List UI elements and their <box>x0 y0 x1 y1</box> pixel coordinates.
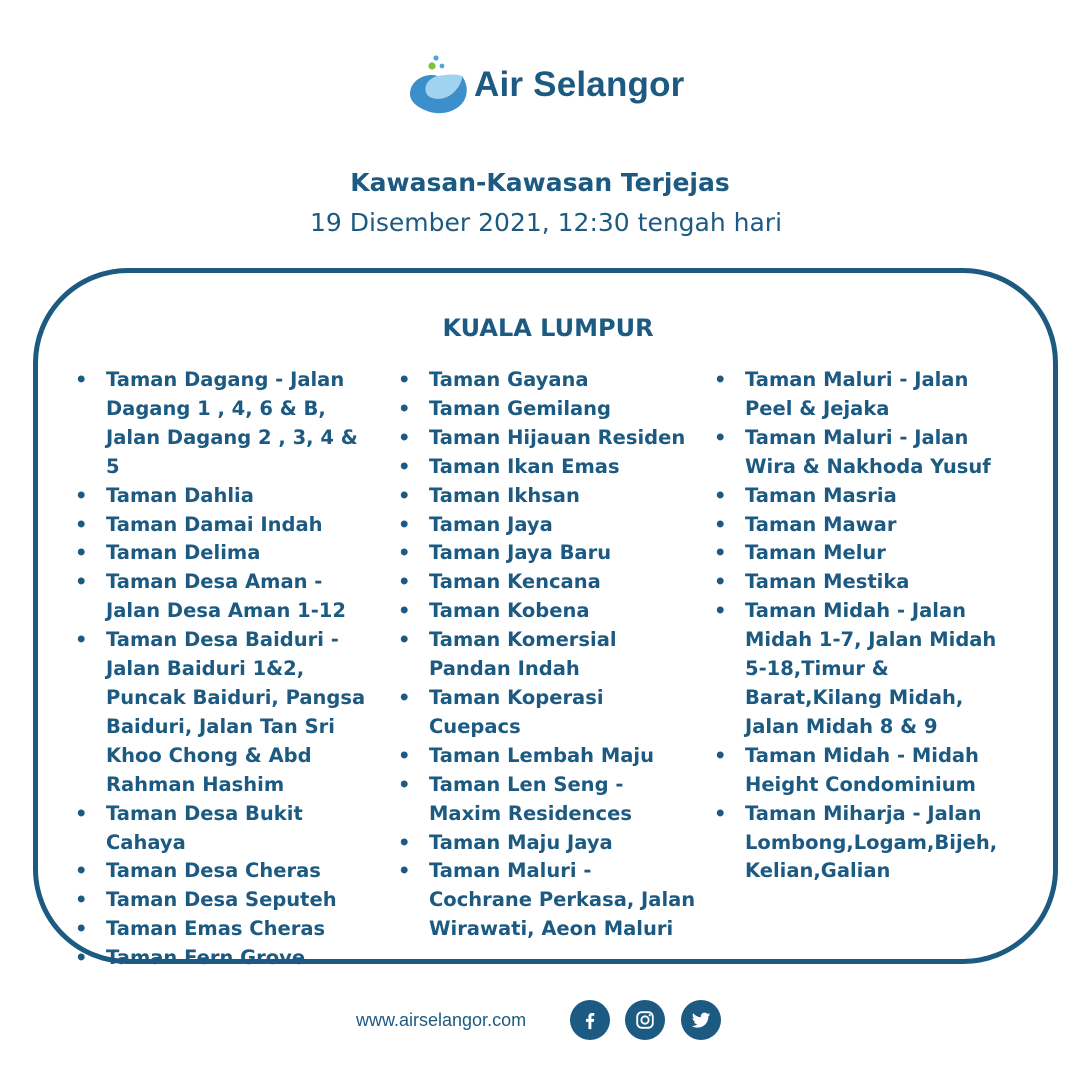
area-name: Taman Ikhsan <box>429 483 580 507</box>
bullet-icon: • <box>714 743 727 767</box>
area-list-item <box>714 800 1014 887</box>
area-name: Taman Maluri - Jalan Peel & Jejaka <box>745 368 969 420</box>
brand-logo <box>404 50 704 120</box>
area-list-item <box>398 684 698 742</box>
area-name: Taman Len Seng - Maxim Residences <box>429 772 632 825</box>
area-list-item <box>714 366 1014 424</box>
area-list-item <box>398 366 698 395</box>
area-name: Taman Midah - Midah Height Condominium <box>745 743 979 796</box>
page-title: Kawasan-Kawasan Terjejas <box>350 168 730 197</box>
bullet-icon: • <box>714 425 727 449</box>
area-list-item <box>75 539 375 568</box>
area-list-item <box>714 539 1014 568</box>
area-list-item <box>398 482 698 511</box>
facebook-button[interactable] <box>570 1000 610 1040</box>
bullet-icon: • <box>398 570 411 594</box>
bullet-icon: • <box>75 888 88 912</box>
bullet-icon: • <box>714 570 727 594</box>
area-list-item <box>398 742 698 771</box>
bullet-icon: • <box>398 859 411 883</box>
page-datetime: 19 Disember 2021, 12:30 tengah hari <box>309 208 783 237</box>
instagram-icon <box>634 1009 656 1031</box>
water-drop-logo-icon <box>404 52 470 118</box>
area-name: Taman Maju Jaya <box>429 830 613 854</box>
bullet-icon: • <box>75 541 88 565</box>
area-list-column-3 <box>714 366 1014 886</box>
bullet-icon: • <box>398 425 411 449</box>
area-name: Taman Kobena <box>429 599 590 623</box>
bullet-icon: • <box>75 570 88 594</box>
area-list-item <box>714 482 1014 511</box>
area-list-item <box>75 886 375 915</box>
bullet-icon: • <box>398 483 411 507</box>
area-list-item <box>75 366 375 482</box>
bullet-icon: • <box>714 801 727 825</box>
area-name: Taman Komersial Pandan Indah <box>429 628 617 681</box>
area-list-item <box>75 944 375 973</box>
website-link[interactable]: www.airselangor.com <box>356 1010 527 1030</box>
bullet-icon: • <box>75 917 88 941</box>
area-list-item <box>398 626 698 684</box>
area-list-item <box>398 395 698 424</box>
area-list-item <box>75 915 375 944</box>
area-list-column-1 <box>75 366 375 973</box>
area-name: Taman Miharja - Jalan Lombong,Logam,Bijeh, Kelian,Galian <box>745 801 998 883</box>
area-name: Taman Desa Aman - Jalan Desa Aman 1-12 <box>106 570 346 623</box>
area-list-item <box>714 568 1014 597</box>
area-name: Taman Lembah Maju <box>429 743 654 767</box>
bullet-icon: • <box>714 599 727 623</box>
area-list-item <box>398 857 698 944</box>
area-list-item <box>398 829 698 858</box>
area-list-column-2 <box>398 366 698 944</box>
area-name: Taman Mawar <box>745 512 897 536</box>
bullet-icon: • <box>398 396 411 420</box>
area-list-item <box>398 424 698 453</box>
bullet-icon: • <box>398 772 411 796</box>
area-name: Taman Delima <box>106 541 261 565</box>
area-name: Taman Desa Baiduri - Jalan Baiduri 1&2, Puncak Baiduri, Pangsa Baiduri, Jalan Tan Sri Khoo Chong & Abd Rahman Hashim <box>106 628 366 796</box>
area-list-item <box>75 857 375 886</box>
area-list-item <box>398 771 698 829</box>
bullet-icon: • <box>714 368 727 391</box>
area-list-item <box>398 597 698 626</box>
area-name: Taman Dahlia <box>106 483 254 507</box>
bullet-icon: • <box>398 512 411 536</box>
area-list-item <box>75 482 375 511</box>
bullet-icon: • <box>398 541 411 565</box>
region-title: KUALA LUMPUR <box>442 314 654 342</box>
area-list-item <box>75 800 375 858</box>
bullet-icon: • <box>75 628 88 652</box>
area-name: Taman Desa Cheras <box>106 859 321 883</box>
facebook-icon <box>579 1009 601 1031</box>
bullet-icon: • <box>75 946 88 970</box>
bullet-icon: • <box>75 801 88 825</box>
area-list-item <box>714 511 1014 540</box>
area-name: Taman Emas Cheras <box>106 917 326 941</box>
area-name: Taman Desa Bukit Cahaya <box>106 801 303 854</box>
area-list-item <box>714 742 1014 800</box>
brand-name: Air Selangor <box>474 65 685 104</box>
area-list-item <box>398 511 698 540</box>
bullet-icon: • <box>75 859 88 883</box>
bullet-icon: • <box>398 743 411 767</box>
area-name: Taman Desa Seputeh <box>106 888 337 912</box>
area-name: Taman Kencana <box>429 570 601 594</box>
area-list-item <box>75 511 375 540</box>
area-list-item <box>75 568 375 626</box>
instagram-button[interactable] <box>625 1000 665 1040</box>
area-name: Taman Ikan Emas <box>429 454 620 478</box>
bullet-icon: • <box>75 368 88 391</box>
area-list-item <box>398 539 698 568</box>
bullet-icon: • <box>398 454 411 478</box>
bullet-icon: • <box>398 685 411 709</box>
bullet-icon: • <box>714 512 727 536</box>
area-name: Taman Gemilang <box>429 396 612 420</box>
area-name: Taman Fern Grove <box>106 946 306 970</box>
area-name: Taman Dagang - Jalan Dagang 1 , 4, 6 & B, Jalan Dagang 2 , 3, 4 & 5 <box>106 368 358 478</box>
area-name: Taman Maluri - Cochrane Perkasa, Jalan Wirawati, Aeon Maluri <box>429 859 696 941</box>
bullet-icon: • <box>75 512 88 536</box>
area-list-item <box>75 626 375 799</box>
area-name: Taman Jaya Baru <box>429 541 612 565</box>
area-list-item <box>398 453 698 482</box>
bullet-icon: • <box>398 599 411 623</box>
area-name: Taman Jaya <box>429 512 553 536</box>
area-name: Taman Damai Indah <box>106 512 323 536</box>
area-name: Taman Mestika <box>745 570 910 594</box>
area-name: Taman Gayana <box>429 368 589 391</box>
bullet-icon: • <box>398 830 411 854</box>
area-name: Taman Maluri - Jalan Wira & Nakhoda Yusuf <box>745 425 991 478</box>
area-list-item <box>714 424 1014 482</box>
area-name: Taman Midah - Jalan Midah 1-7, Jalan Midah 5-18,Timur & Barat,Kilang Midah, Jalan Midah 8 & 9 <box>745 599 997 738</box>
bullet-icon: • <box>714 483 727 507</box>
area-list-item <box>398 568 698 597</box>
bullet-icon: • <box>398 628 411 652</box>
bullet-icon: • <box>398 368 411 391</box>
area-name: Taman Melur <box>745 541 886 565</box>
twitter-icon <box>690 1009 712 1031</box>
area-list-item <box>714 597 1014 742</box>
twitter-button[interactable] <box>681 1000 721 1040</box>
bullet-icon: • <box>714 541 727 565</box>
area-name: Taman Masria <box>745 483 897 507</box>
bullet-icon: • <box>75 483 88 507</box>
area-name: Taman Hijauan Residen <box>429 425 686 449</box>
area-name: Taman Koperasi Cuepacs <box>429 685 604 738</box>
